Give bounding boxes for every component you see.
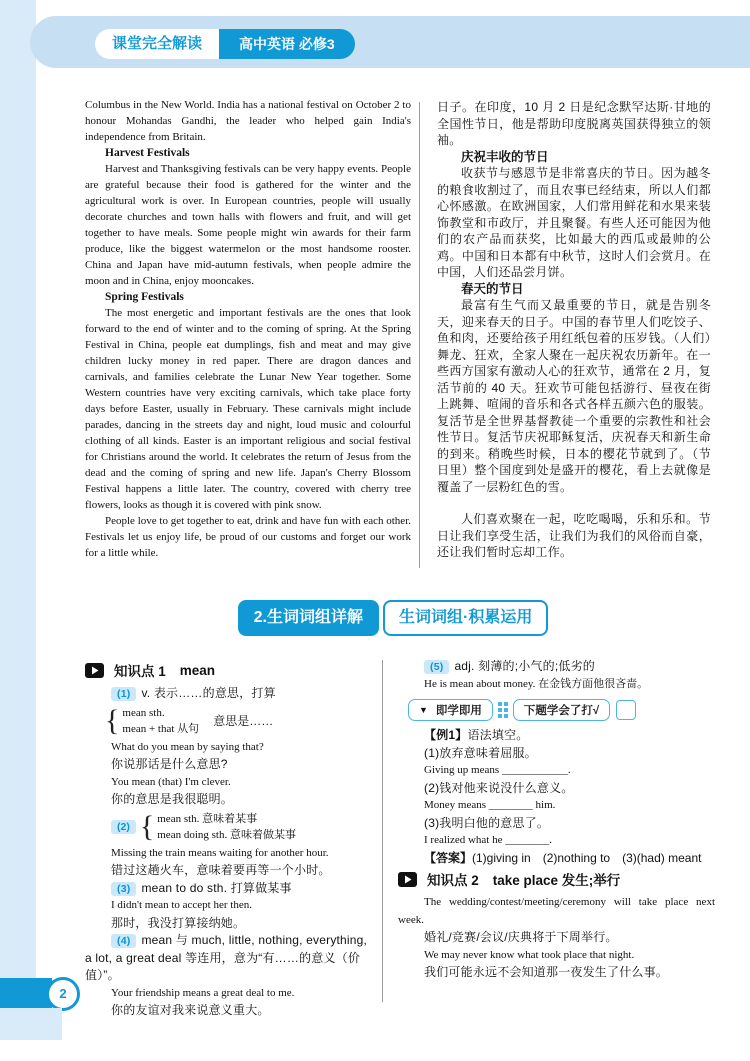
question-blank[interactable]: I realized what he ________. (424, 834, 552, 846)
example-chinese: 错过这趟火车，意味着要再等一个小时。 (111, 863, 331, 877)
brace-glyph: { (105, 703, 120, 737)
practice-badge-row (408, 699, 715, 721)
example-english: Missing the train means waiting for another hour. (111, 846, 329, 859)
subject-tab: 高中英语 必修3 (219, 29, 355, 59)
play-icon (85, 663, 104, 678)
example-chinese: 你说那话是什么意思? (111, 757, 228, 771)
example-english: What do you mean by saying that? (111, 740, 264, 753)
pattern-line: mean + that 从句 (122, 722, 200, 735)
pattern-lines (157, 811, 296, 843)
pattern-line: mean sth. (122, 706, 165, 719)
reading-chinese-column (437, 99, 711, 561)
dots-decoration-icon (498, 702, 508, 718)
question-chinese: (2)钱对他来说没什么意义。 (424, 780, 574, 795)
item-marker: (1) (111, 687, 136, 701)
translation-paragraph: 日子。在印度，10 月 2 日是纪念默罕达斯·甘地的全国性节日，他是帮助印度脱离英国获得独立的领袖。 (437, 100, 711, 147)
item-marker: (2) (111, 820, 136, 834)
example-chinese: 那时，我没打算接纳她。 (111, 915, 246, 930)
translation-heading: 春天的节日 (461, 281, 524, 296)
reading-heading: Spring Festivals (105, 291, 184, 303)
usage-text: adj. 刻薄的;小气的;低劣的 (454, 659, 595, 673)
question-chinese: (1)放弃意味着屈服。 (424, 745, 537, 760)
example-chinese: 你的意思是我很聪明。 (111, 792, 234, 806)
item-marker: (4) (111, 934, 136, 948)
knowledge-point-1-column (85, 658, 372, 1020)
knowledge-point-label: 知识点 1 (114, 664, 166, 679)
translation-paragraph: 最富有生气而又最重要的节日，就是告别冬天，迎来春天的日子。中国的春节里人们吃饺子、鱼和肉，还要给孩子用红纸包着的压岁钱。（人们）舞龙、狂欢，全家人聚在一起庆祝农历新年。在一些西方国家有激动人心的狂欢节，通常在 2 月，复活节前的 40 天。狂欢节可能包括游行、昼夜在街上跳舞、喧闹的音乐和各式各样五颜六色的服装。复活节是全世界基督教徒一个重要的宗教性和社会性节日。复活节庆祝耶稣复活，庆祝春天和新生命的到来。稍晚些时候，日本的樱花节就到了。（节日里）整个国度到处是盛开的樱花，看上去就像是覆盖了一层粉红色的雪。 (437, 298, 711, 494)
footer-pale-block (0, 1008, 62, 1040)
series-title-tab: 课堂完全解读 (95, 29, 219, 59)
reading-paragraph: People love to get together to eat, drink and have fun with each other. Festivals let us enjoy life, be proud of our customs and forget our work for a little while. (85, 515, 411, 559)
reading-paragraph: Harvest and Thanksgiving festivals can be very happy events. People are grateful because their food is gathered for the winter and the agricultural work is over. In European countries, people will usually decorate churches and town halls with flowers and fruit, and will get together to have meals. Some people might win awards for their farm produce, like the biggest watermelon or the most handsome rooster. China and Japan have mid-autumn festivals, when people admire the moon and in China, enjoy mooncakes. (85, 163, 411, 287)
knowledge-point-2-title (398, 869, 715, 889)
example-english: I didn't mean to accept her then. (111, 899, 252, 911)
triangle-down-icon: ▼ (419, 705, 428, 715)
knowledge-point-right-column (398, 658, 715, 982)
left-margin-strip (0, 0, 36, 1040)
pattern-brace-group (111, 811, 372, 843)
usage-item (85, 932, 372, 985)
reading-paragraph: Columbus in the New World. India has a national festival on October 2 to honour Mohandas Gandhi, the leader who helped gain India's independence from Britain. (85, 99, 411, 143)
learn-use-label: 即学即用 (435, 705, 482, 717)
translation-paragraph: 收获节与感恩节是非常喜庆的节日。因为越冬的粮食收割过了，而且农事已经结束，所以人们都心怀感激。在欧洲国家，人们常用鲜花和水果来装饰教堂和市政厅，并且聚餐。有些人还可能因为他们的农产品而获奖，比如最大的西瓜或最帅的公鸡。中国和日本都有中秋节，这时人们会赏月。在中国，人们还品尝月饼。 (437, 166, 711, 279)
example-english: You mean (that) I'm clever. (111, 775, 231, 788)
example-english: Your friendship means a great deal to me. (111, 986, 295, 999)
section-subtitle: 生词词组·积累运用 (383, 600, 548, 636)
check-when-learned-label: 下题学会了打√ (523, 705, 600, 717)
exercise-title (398, 727, 715, 745)
footer-page-bar (0, 978, 52, 1008)
item-marker: (3) (111, 882, 136, 896)
usage-item (85, 880, 372, 898)
reading-paragraph: The most energetic and important festivals are the ones that look forward to the end of winter and to the coming of spring. At the Spring Festival in China, people eat dumplings, fish and meat and may give children lucky money in red paper. There are dragon dances and carnivals, and families celebrate the Lunar New Year together. Some Western countries have very exciting carnivals, which take place forty days before Easter, usually in February. These carnivals might include parades, dancing in the streets day and night, loud music and colourful clothing of all kinds. Easter is an important religious and social festival for Christians around the world. It celebrates the return of Jesus from the dead and the coming of spring and new life. Japan's Cherry Blossom Festival happens a little later. The country, covered with cherry tree flowers, looks as though it is covered with pink snow. (85, 307, 411, 511)
answer-text: (1)giving in (2)nothing to (3)(had) meant (472, 850, 702, 865)
usage-text: mean to do sth. 打算做某事 (141, 880, 292, 895)
learned-checkbox[interactable] (616, 700, 636, 720)
page-number-badge: 2 (46, 977, 80, 1011)
pattern-meaning: 意思是…… (213, 714, 274, 728)
item-marker: (5) (424, 660, 449, 674)
pattern-brace-group (105, 705, 372, 737)
header-tabs (95, 29, 355, 59)
pattern-line: mean doing sth. 意味着做某事 (157, 828, 296, 841)
question-blank[interactable]: Giving up means ____________. (424, 764, 571, 776)
check-when-learned-badge (513, 699, 610, 721)
translation-paragraph: 人们喜欢聚在一起，吃吃喝喝，乐和乐和。节日让我们享受生活，让我们为我们的风俗而自豪，还让我们暂时忘却工作。 (437, 512, 711, 559)
section-header (36, 600, 750, 636)
section-title: 2.生词词组详解 (238, 600, 379, 636)
question-blank[interactable]: Money means ________ him. (424, 799, 556, 811)
knowledge-point-label: 知识点 2 (427, 873, 479, 888)
column-divider (419, 102, 420, 568)
example-chinese: 婚礼/竞赛/会议/庆典将于下周举行。 (424, 930, 618, 944)
usage-item (85, 685, 372, 703)
knowledge-point-word: take place 发生;举行 (492, 873, 621, 888)
question-chinese: (3)我明白他的意思了。 (424, 815, 550, 830)
example-mixed: He is mean about money. 在金钱方面他很吝啬。 (424, 677, 649, 690)
learn-use-badge (408, 699, 493, 721)
answer-line (398, 850, 715, 868)
answer-label: 【答案】 (424, 850, 473, 865)
knowledge-point-word: mean (179, 662, 216, 678)
pattern-lines (122, 705, 199, 737)
usage-text: mean 与 much, little, nothing, everything, a lot, a great deal 等连用，意为“有……的意义（价值）”。 (85, 933, 368, 982)
translation-heading: 庆祝丰收的节日 (461, 149, 549, 164)
usage-item (398, 658, 715, 676)
example-chinese: 我们可能永远不会知道那一夜发生了什么事。 (424, 965, 669, 979)
knowledge-point-1-title (85, 660, 372, 680)
example-english: The wedding/contest/meeting/ceremony will take place next week. (398, 896, 715, 926)
play-icon (398, 872, 417, 887)
example-english: We may never know what took place that night. (424, 948, 635, 961)
exercise-instruction: 语法填空。 (467, 728, 529, 742)
pattern-line: mean sth. 意味着某事 (157, 812, 258, 825)
brace-glyph: { (139, 809, 155, 843)
usage-text: v. 表示……的意思，打算 (141, 686, 276, 700)
column-divider (382, 660, 383, 1002)
reading-heading: Harvest Festivals (105, 147, 190, 159)
reading-english-column (85, 97, 411, 561)
exercise-label: 【例1】 (424, 728, 468, 742)
example-chinese: 你的友谊对我来说意义重大。 (111, 1003, 270, 1017)
